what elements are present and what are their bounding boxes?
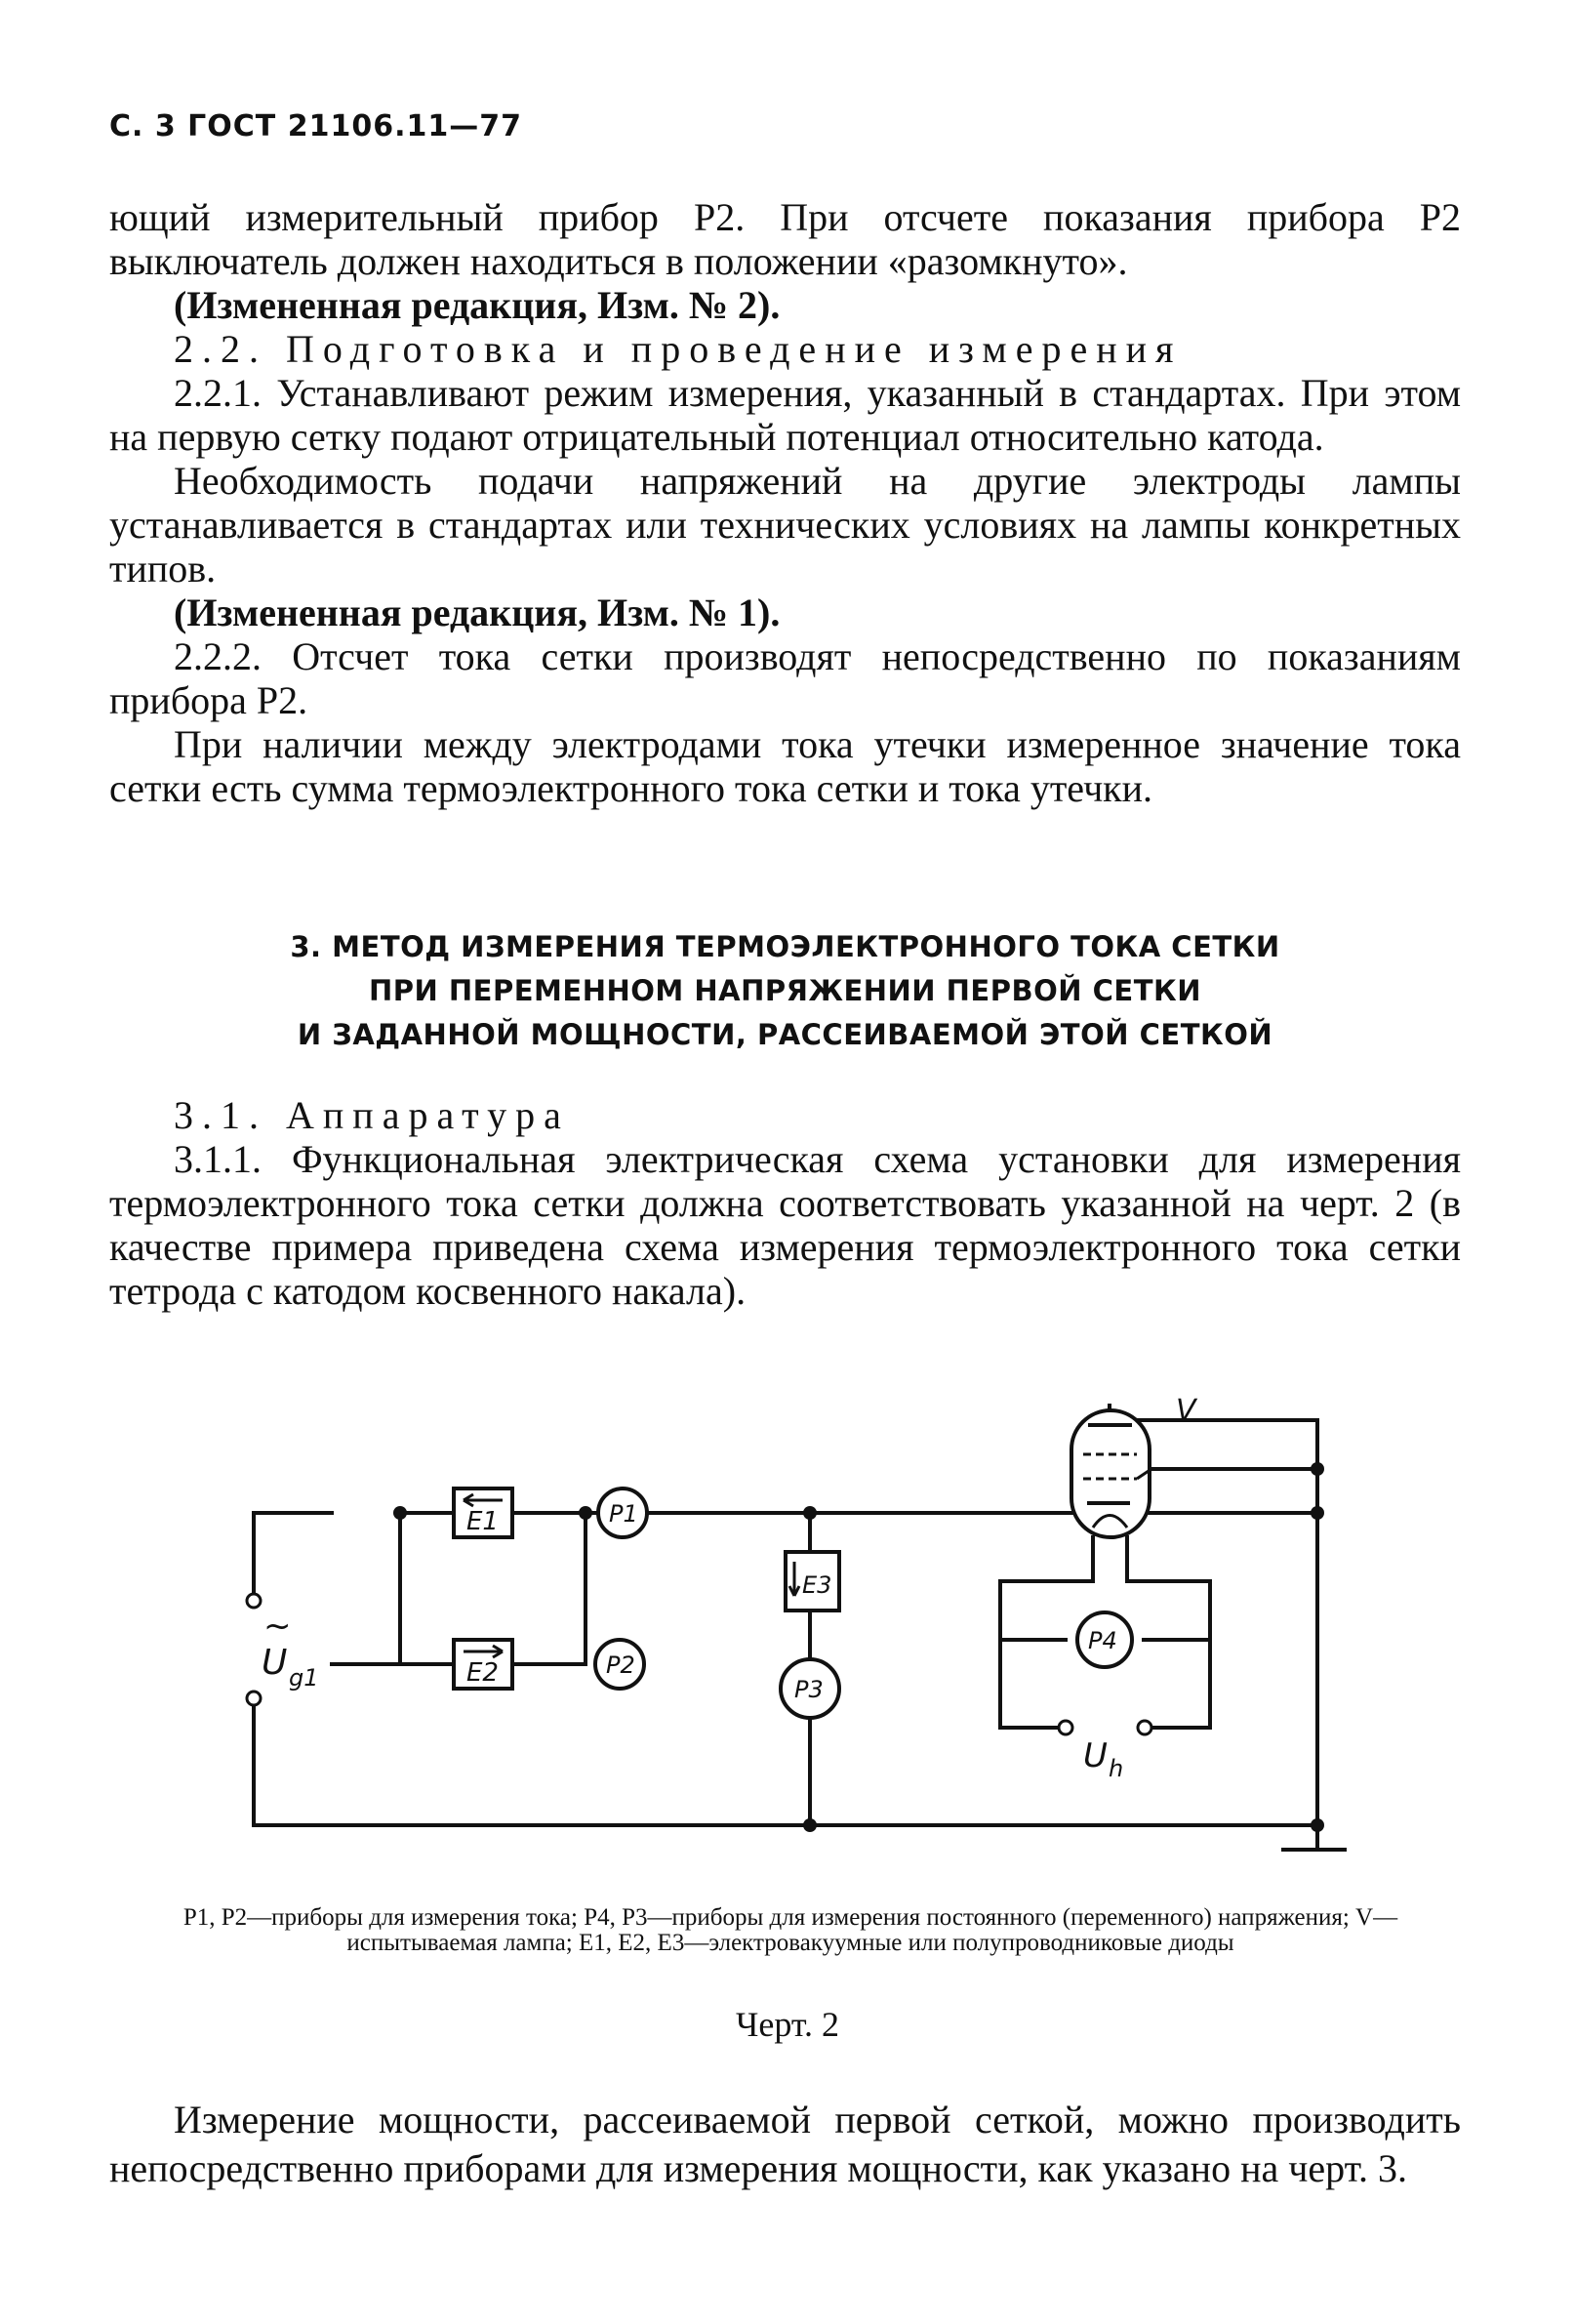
label-ug-sub: g1 <box>289 1664 319 1692</box>
vacuum-tube <box>1071 1394 1198 1537</box>
paragraph: ющий измерительный прибор Р2. При отсчете показания прибора Р2 выключатель должен находиться в положении «разомкнуто». <box>109 195 1461 283</box>
diode-e3 <box>786 1552 839 1610</box>
amendment-note: (Измененная редакция, Изм. № 1). <box>174 591 781 634</box>
page-header: С. 3 ГОСТ 21106.11—77 <box>109 109 522 143</box>
terminal <box>247 1692 261 1705</box>
paragraph: Измерение мощности, рассеиваемой первой сеткой, можно производить непосредственно приборами для измерения мощности, как указано на черт. 3. <box>109 2098 1461 2190</box>
wire <box>512 1513 586 1664</box>
subsection-heading: 2.2. Подготовка и проведение измерения <box>174 327 1183 371</box>
text-block-top <box>109 195 1461 810</box>
junction-dot <box>1311 1462 1324 1476</box>
label-ug: U <box>262 1643 288 1683</box>
label-p4: P4 <box>1088 1627 1117 1654</box>
diode-e1 <box>454 1488 512 1537</box>
paragraph: 3.1.1. Функциональная электрическая схема установки для измерения термоэлектронного тока сетки должна соответствовать указанной на черт. 2 (в качестве примера приведена схема измерения термоэлектронного тока сетки тетрода с катодом косвенного накала). <box>109 1137 1461 1313</box>
subsection-heading: 3.1. Аппаратура <box>174 1093 570 1137</box>
label-e3: E3 <box>802 1571 832 1599</box>
paragraph: 2.2.1. Устанавливают режим измерения, указанный в стандартах. При этом на первую сетку подают отрицательный потенциал относительно катода. <box>109 371 1461 459</box>
terminal <box>1059 1721 1072 1734</box>
figure-caption: P1, P2—приборы для измерения тока; P4, P3—приборы для измерения постоянного (переменного) напряжения; V—испытываемая лампа; E1, E2, E3—электровакуумные или полупроводниковые диоды <box>182 1904 1398 1956</box>
label-tilde: ~ <box>263 1607 292 1646</box>
meter-p4 <box>1077 1612 1132 1667</box>
meter-p1 <box>598 1488 647 1537</box>
terminal <box>1138 1721 1151 1734</box>
label-v: V <box>1176 1394 1196 1428</box>
wire <box>1127 1537 1210 1728</box>
label-uh: U <box>1083 1736 1108 1775</box>
label-p3: P3 <box>794 1676 824 1703</box>
junction-dot <box>803 1506 817 1520</box>
label-e1: E1 <box>466 1507 499 1536</box>
junction-dot <box>803 1818 817 1832</box>
junction-dot <box>579 1506 592 1520</box>
circuit-diagram <box>224 1381 1347 1869</box>
figure-label: Черт. 2 <box>736 2005 839 2044</box>
junction-dot <box>1311 1506 1324 1520</box>
label-e2: E2 <box>466 1658 499 1688</box>
junction-dot <box>1311 1818 1324 1832</box>
wire <box>1110 1406 1317 1420</box>
section-title-line: И ЗАДАННОЙ МОЩНОСТИ, РАССЕИВАЕМОЙ ЭТОЙ СЕТКОЙ <box>297 1018 1273 1051</box>
meter-p3 <box>781 1659 839 1718</box>
amendment-note: (Измененная редакция, Изм. № 2). <box>174 283 781 327</box>
section-title-line: ПРИ ПЕРЕМЕННОМ НАПРЯЖЕНИИ ПЕРВОЙ СЕТКИ <box>369 974 1201 1007</box>
junction-dot <box>393 1506 407 1520</box>
terminal <box>247 1594 261 1608</box>
paragraph: Необходимость подачи напряжений на другие электроды лампы устанавливается в стандартах или технических условиях на лампы конкретных типов. <box>109 459 1461 591</box>
label-p1: P1 <box>609 1500 638 1528</box>
text-block-mid <box>109 1093 1461 1313</box>
paragraph: 2.2.2. Отсчет тока сетки производят непосредственно по показаниям прибора Р2. <box>109 634 1461 722</box>
label-uh-sub: h <box>1109 1755 1124 1782</box>
paragraph: При наличии между электродами тока утечки измеренное значение тока сетки есть сумма термоэлектронного тока сетки и тока утечки. <box>109 722 1461 810</box>
wire <box>400 1513 454 1664</box>
section-title-line: 3. МЕТОД ИЗМЕРЕНИЯ ТЕРМОЭЛЕКТРОННОГО ТОКА СЕТКИ <box>290 930 1280 963</box>
section-title <box>109 925 1461 1057</box>
diode-e2 <box>454 1640 512 1689</box>
meter-p2 <box>595 1640 644 1689</box>
label-p2: P2 <box>606 1651 635 1679</box>
